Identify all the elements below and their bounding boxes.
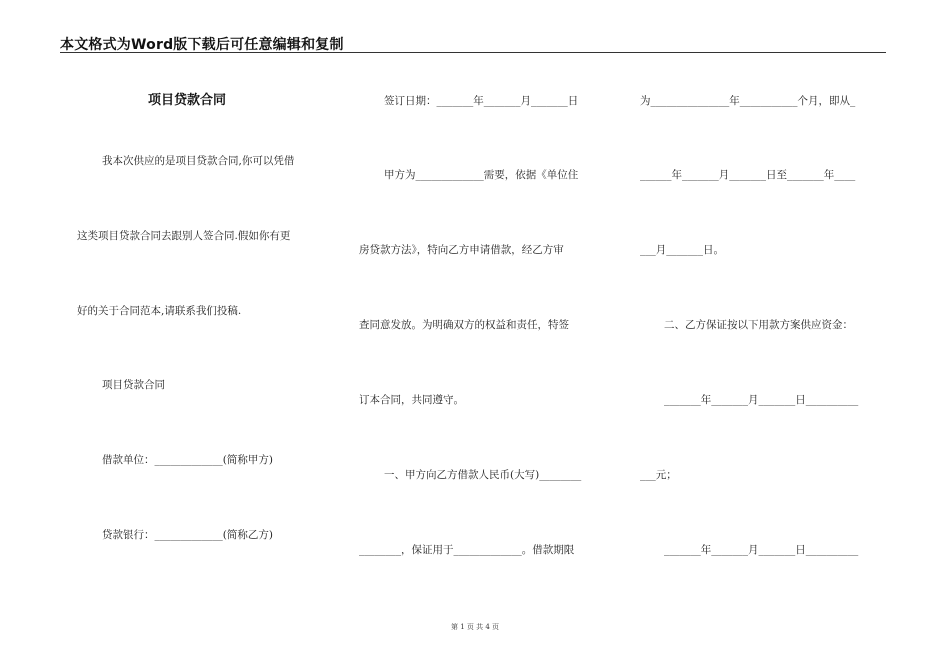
paragraph-line: 查同意发放。为明确双方的权益和责任，特签 bbox=[359, 319, 569, 331]
paragraph-line: 甲方为_____________需要，依据《单位住 bbox=[384, 169, 579, 181]
paragraph-line: 订本合同，共同遵守。 bbox=[359, 394, 464, 406]
lender-field: 贷款银行：_____________(简称乙方) bbox=[102, 529, 273, 541]
paragraph-line: 房贷款方法》，特向乙方申请借款，经乙方审 bbox=[359, 244, 564, 256]
page-footer: 第 1 页 共 4 页 bbox=[450, 623, 500, 631]
paragraph-line: 这类项目贷款合同去跟别人签合同.假如你有更 bbox=[77, 230, 291, 242]
paragraph-line: 好的关于合同范本,请联系我们投稿. bbox=[77, 305, 242, 317]
paragraph-line: ________，保证用于_____________。借款期限 bbox=[359, 544, 575, 556]
paragraph-line: 我本次供应的是项目贷款合同,你可以凭借 bbox=[102, 155, 295, 167]
paragraph-line: ___月_______日。 bbox=[640, 244, 724, 256]
paragraph-line: ___元； bbox=[640, 469, 677, 481]
borrower-field: 借款单位：_____________(简称甲方) bbox=[102, 454, 273, 466]
document-title: 项目贷款合同 bbox=[148, 93, 227, 108]
clause-one-line: 一、甲方向乙方借款人民币(大写)________ bbox=[384, 469, 582, 481]
schedule-line: _______年_______月_______日__________ bbox=[664, 544, 859, 556]
paragraph-line: 为_______________年___________个月，即从_ bbox=[640, 95, 856, 107]
signing-date-line: 签订日期：_______年_______月_______日 bbox=[384, 95, 579, 107]
header-text: 本文格式为Word版下载后可任意编辑和复制 bbox=[60, 37, 344, 53]
paragraph-line: ______年_______月_______日至_______年____ bbox=[640, 169, 856, 181]
schedule-line: _______年_______月_______日__________ bbox=[664, 394, 859, 406]
subtitle-line: 项目贷款合同 bbox=[102, 379, 165, 391]
clause-two-line: 二、乙方保证按以下用款方案供应资金： bbox=[664, 319, 853, 331]
document-header bbox=[60, 36, 886, 53]
